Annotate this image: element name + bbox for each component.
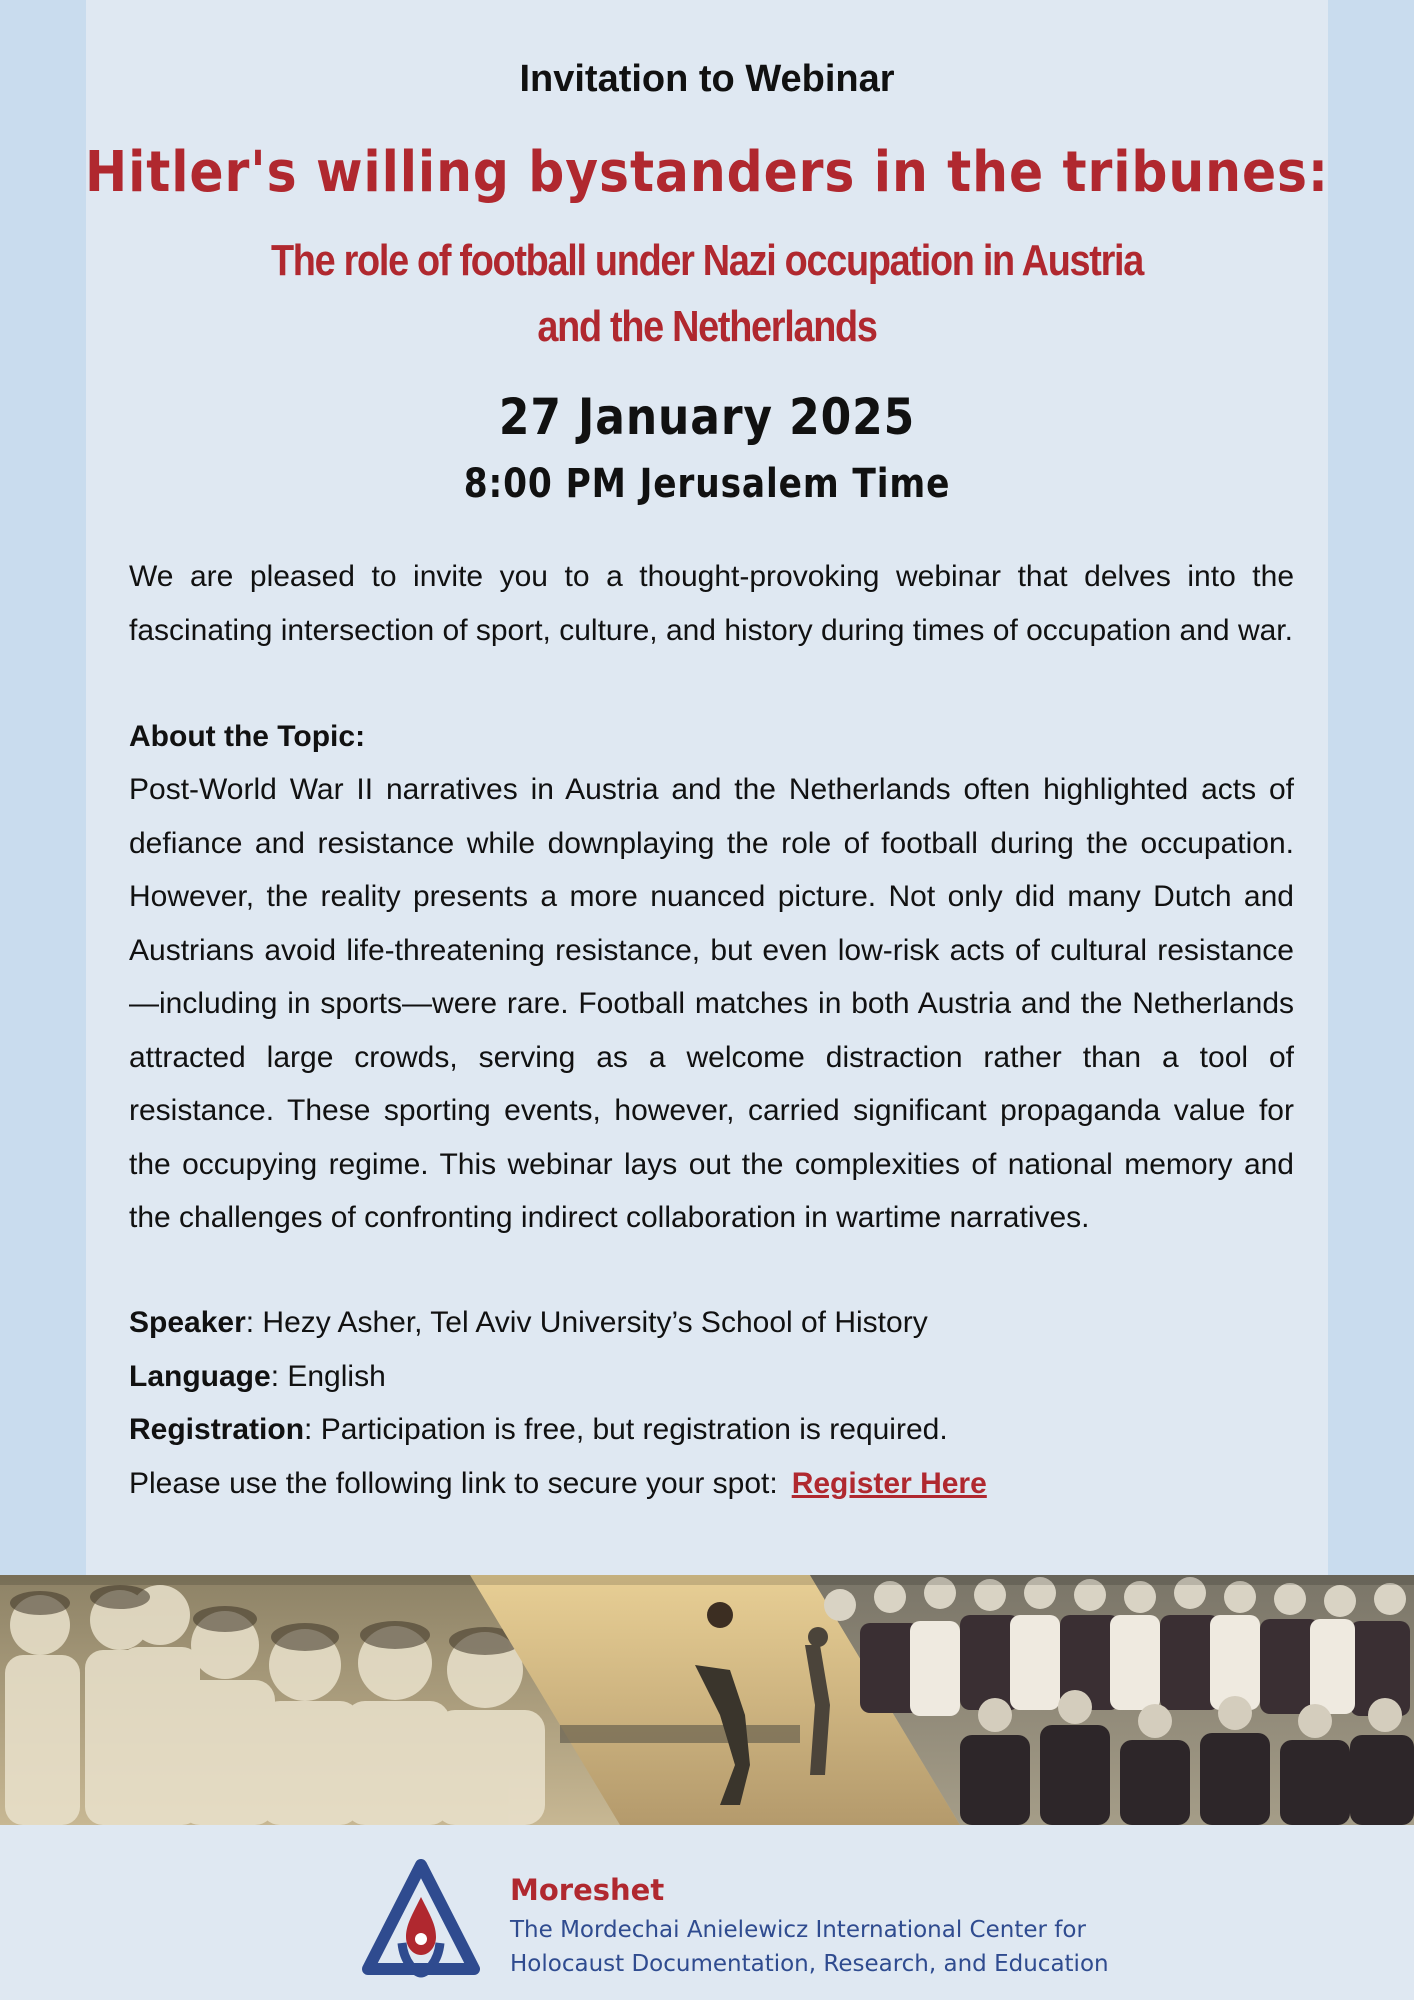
photo-top-shadow xyxy=(0,1575,1414,1585)
link-row xyxy=(129,1457,987,1511)
registration-value: : Participation is free, but registration is required. xyxy=(304,1413,948,1446)
speaker-label: Speaker xyxy=(129,1306,246,1339)
speaker-row xyxy=(129,1296,987,1350)
register-link[interactable]: Register Here xyxy=(791,1466,987,1500)
invitation-heading: Invitation to Webinar xyxy=(519,58,895,100)
event-time: 8:00 PM Jerusalem Time xyxy=(463,461,951,507)
org-description-line-2: Holocaust Documentation, Research, and Education xyxy=(510,1951,1109,1977)
language-row xyxy=(129,1350,987,1404)
language-value: : English xyxy=(270,1359,386,1393)
speaker-value: : Hezy Asher, Tel Aviv University’s School of History xyxy=(245,1306,928,1339)
subtitle-line-2: and the Netherlands xyxy=(537,302,877,351)
moreshet-logo-icon xyxy=(362,1859,480,1979)
webinar-title: Hitler's willing bystanders in the tribunes: xyxy=(85,140,1329,205)
registration-row xyxy=(129,1403,987,1457)
historic-photo-collage xyxy=(0,1575,1414,1825)
webinar-subtitle xyxy=(99,228,1315,360)
org-description-line-1: The Mordechai Anielewicz International Center for xyxy=(510,1917,1086,1943)
intro-paragraph: We are pleased to invite you to a thought-provoking webinar that delves into the fascinating intersection of sport, culture, and history during times of occupation and war. xyxy=(129,560,1294,647)
registration-label: Registration xyxy=(129,1413,305,1446)
event-details xyxy=(129,1296,987,1510)
event-date: 27 January 2025 xyxy=(498,388,916,446)
language-label: Language xyxy=(129,1359,271,1393)
topic-paragraph: Post-World War II narratives in Austria and the Netherlands often highlighted acts of defiance and resistance while downplaying the role of football during the occupation. However, the reality presents a more nuanced picture. Not only did many Dutch and Austrians avoid life-threatening resistance, but even low-risk acts of cultural resistance—including in sports—were rare. Football matches in both Austria and the Netherlands attracted large crowds, serving as a welcome distraction rather than a tool of resistance. These sporting events, however, carried significant propaganda value for the occupying regime. This webinar lays out the complexities of national memory and the challenges of confronting indirect collaboration in wartime narratives. xyxy=(129,773,1294,1234)
link-prompt: Please use the following link to secure your spot: xyxy=(129,1466,778,1500)
photo-collage-graphic xyxy=(0,1575,1414,1825)
org-name: Moreshet xyxy=(510,1873,665,1907)
footer xyxy=(0,1825,1414,2000)
subtitle-line-1: The role of football under Nazi occupation in Austria xyxy=(270,236,1144,285)
topic-heading: About the Topic: xyxy=(129,720,366,753)
